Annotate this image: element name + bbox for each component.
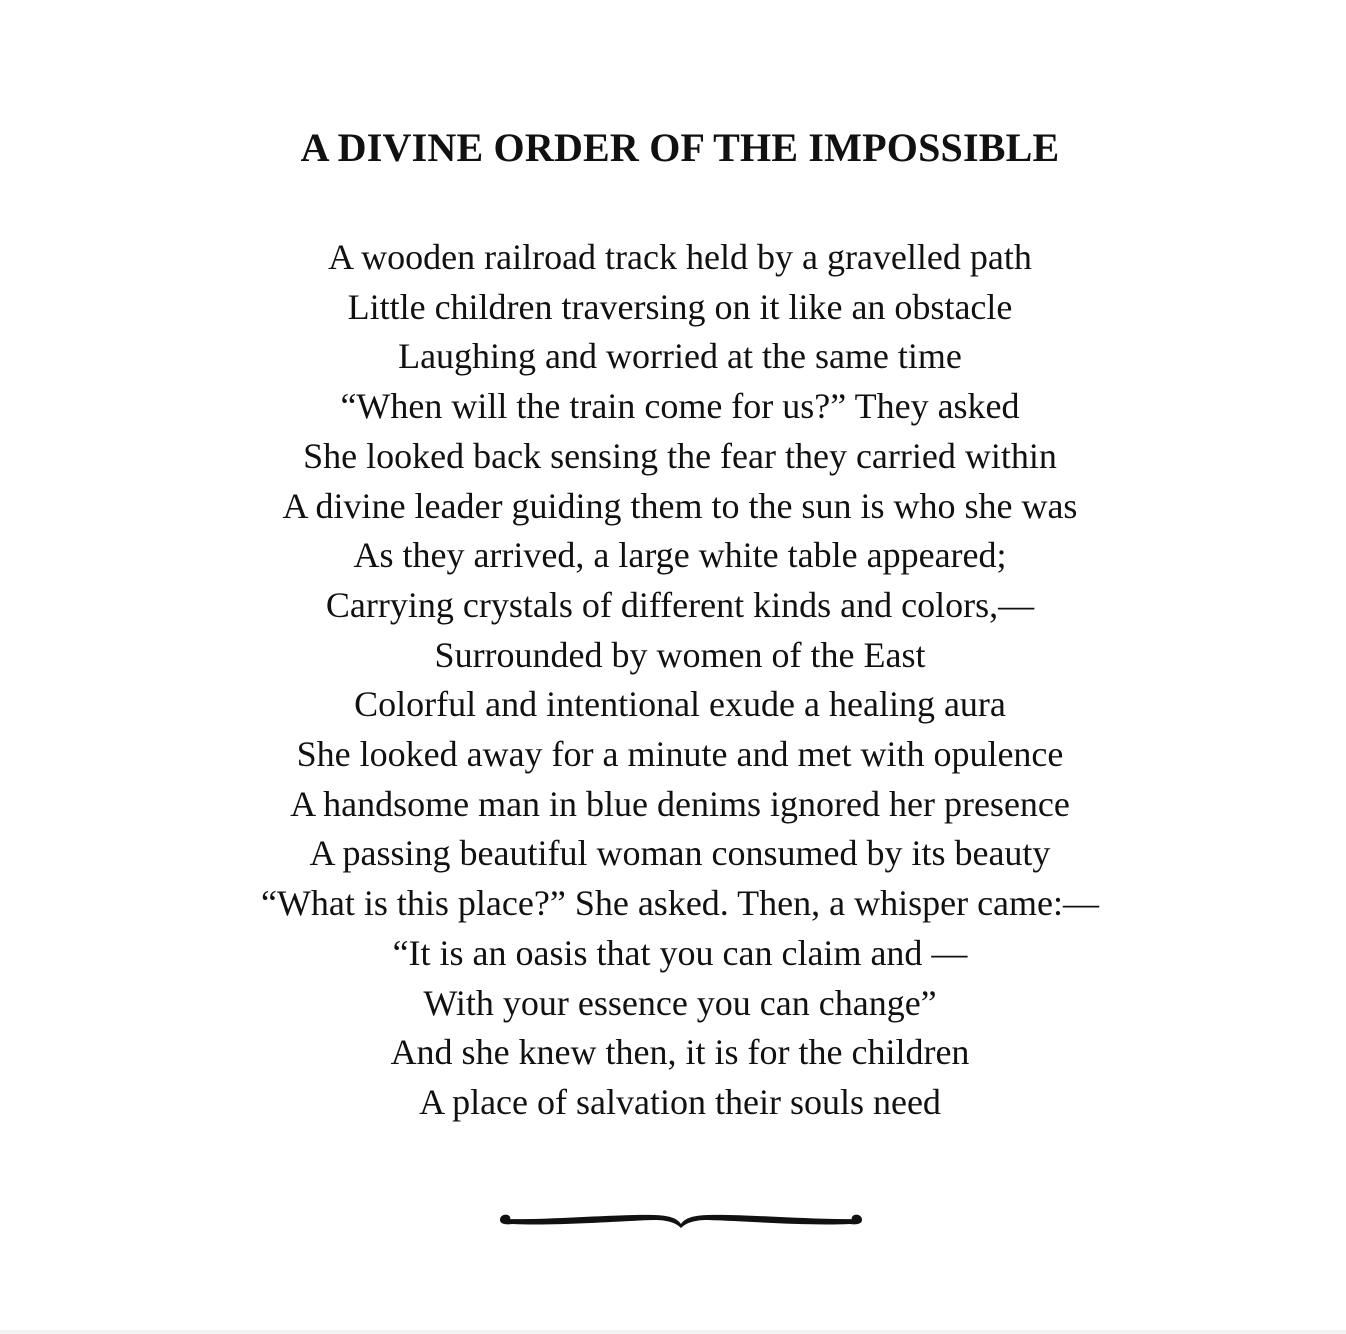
poem-line: Carrying crystals of different kinds and colors,— xyxy=(325,584,1035,625)
poem-line: “It is an oasis that you can claim and — xyxy=(392,932,968,973)
poem-line: As they arrived, a large white table appeared; xyxy=(353,535,1007,576)
poem-line: A handsome man in blue denims ignored her presence xyxy=(290,783,1070,824)
flourish-divider-icon xyxy=(494,1206,868,1232)
poem-line: And she knew then, it is for the children xyxy=(390,1032,970,1073)
poem-line: A place of salvation their souls need xyxy=(419,1081,941,1122)
poem-line: A passing beautiful woman consumed by its beauty xyxy=(309,833,1051,874)
poem-line: Surrounded by women of the East xyxy=(434,634,926,675)
poem-line: She looked back sensing the fear they carried within xyxy=(303,435,1057,476)
poem-body xyxy=(0,233,1346,1128)
poem-line: A wooden railroad track held by a gravelled path xyxy=(328,237,1032,277)
poem-line: A divine leader guiding them to the sun is who she was xyxy=(282,485,1078,526)
poem-line: Little children traversing on it like an obstacle xyxy=(347,286,1013,327)
poem-line: Laughing and worried at the same time xyxy=(398,336,962,377)
poem-line: Colorful and intentional exude a healing aura xyxy=(354,684,1006,725)
poem-line: “When will the train come for us?” They asked xyxy=(340,386,1020,427)
page-bottom-edge xyxy=(0,1330,1346,1334)
poem-line: She looked away for a minute and met with opulence xyxy=(296,734,1064,775)
poem-line: “What is this place?” She asked. Then, a whisper came:— xyxy=(260,883,1100,924)
poem-title: A DIVINE ORDER OF THE IMPOSSIBLE xyxy=(300,125,1060,170)
poem-line: With your essence you can change” xyxy=(423,982,937,1023)
